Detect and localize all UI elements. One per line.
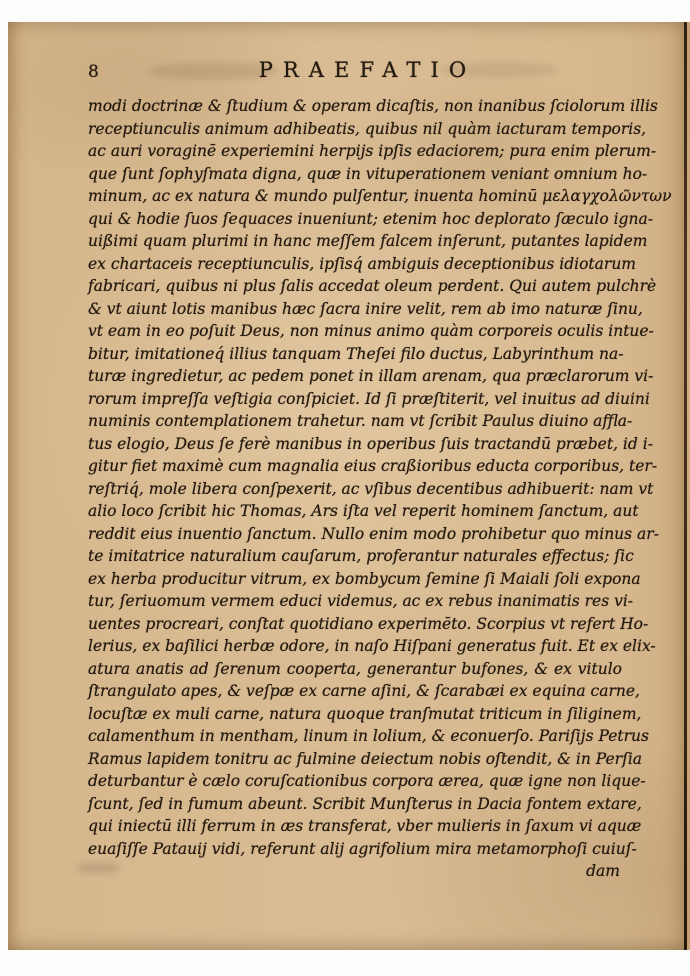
text-line: bitur, imitationeq́ illius tanquam Theſei filo ductus, Labyrinthum na- xyxy=(88,344,624,363)
text-line: uentes procreari, conſtat quotidiano experimēto. Scorpius vt refert Ho- xyxy=(88,614,649,633)
text-line: modi doctrinæ & ſtudium & operam dicaſtis, non inanibus ſciolorum illis xyxy=(88,97,658,115)
text-line: receptiunculis animum adhibeatis, quibus nil quàm iacturam temporis, xyxy=(88,119,647,138)
text-line: ex herba producitur vitrum, ex bombycum ſemine ſi Maiali ſoli expona xyxy=(88,569,641,588)
text-line: numinis contemplationem trahetur. nam vt ſcribit Paulus diuino affla- xyxy=(88,412,633,430)
text-line: te imitatrice naturalium cauſarum, proferantur naturales effectus; ſic xyxy=(88,547,634,565)
text-line: minum, ac ex natura & mundo pulſentur, inuenta hominū μελαγχολῶντων xyxy=(88,187,672,205)
text-line: rorum impreſſa veſtigia conſpiciet. Id ſi præſtiterit, vel inuitus ad diuini xyxy=(88,389,650,408)
text-line: que ſunt ſophyſmata digna, quæ in vituperationem veniant omnium ho- xyxy=(88,164,648,183)
text-line: qui & hodie ſuos ſequaces inueniunt; etenim hoc deplorato ſæculo igna- xyxy=(88,209,653,228)
text-line: qui iniectū illi ferrum in æs transferat, vber mulieris in ſaxum vi aquæ xyxy=(88,817,642,835)
text-column xyxy=(88,58,672,883)
text-line: tus elogio, Deus ſe ferè manibus in operibus ſuis tractandū præbet, id i- xyxy=(88,434,653,453)
text-line: tur, ſeriuomum vermem educi videmus, ac ex rebus inanimatis res vi- xyxy=(88,592,634,610)
text-line: alio loco ſcribit hic Thomas, Ars iſta vel reperit hominem ſanctum, aut xyxy=(88,502,639,520)
book-page-paper xyxy=(8,22,690,950)
text-line: reddit eius inuentio ſanctum. Nullo enim modo prohibetur quo minus ar- xyxy=(88,524,659,543)
body-text-block xyxy=(88,95,672,860)
catchword: dam xyxy=(586,862,620,880)
text-line: gitur fiet maximè cum magnalia eius craßioribus educta corporibus, ter- xyxy=(88,457,658,475)
running-header-title: PRAEFATIO xyxy=(258,58,477,82)
text-line: ſcunt, ſed in fumum abeunt. Scribit Munſterus in Dacia fontem extare, xyxy=(88,794,642,813)
text-line: atura anatis ad ſerenum cooperta, generantur bufones, & ex vitulo xyxy=(88,659,622,678)
text-line: turæ ingredietur, ac pedem ponet in illam arenam, qua præclarorum vi- xyxy=(88,367,654,385)
text-line: uißimi quam plurimi in hanc meſſem falcem inſerunt, putantes lapidem xyxy=(88,232,648,250)
text-line: fabricari, quibus ni plus ſalis accedat oleum perdent. Qui autem pulchrè xyxy=(88,277,657,295)
text-line: Ramus lapidem tonitru ac fulmine deiectum nobis oſtendit, & in Perſia xyxy=(88,749,643,768)
text-line: euaſiſſe Patauij vidi, referunt alij agrifolium mira metamorphoſi cuiuſ- xyxy=(88,839,637,858)
text-line: ac auri voraginē experiemini herpijs ipſis edaciorem; pura enim plerum- xyxy=(88,142,657,160)
text-line: locuſtæ ex muli carne, natura quoque tranſmutat triticum in ſiliginem, xyxy=(88,704,642,723)
text-line: ſtrangulato apes, & veſpæ ex carne aſini, & ſcarabæi ex equina carne, xyxy=(88,682,640,700)
text-line: & vt aiunt lotis manibus hæc ſacra inire velit, rem ab imo naturæ ſinu, xyxy=(88,299,643,318)
page-header xyxy=(88,58,622,92)
text-line: ex chartaceis receptiunculis, ipſisq́ ambiguis deceptionibus idiotarum xyxy=(88,254,636,273)
page-number: 8 xyxy=(88,62,99,82)
text-line: lerius, ex baſilici herbæ odore, in naſo Hiſpani generatus fuit. Et ex elix- xyxy=(88,637,656,655)
text-line: deturbantur è cælo coruſcationibus corpora ærea, quæ igne non lique- xyxy=(88,772,646,790)
text-line: reſtriq́, mole libera conſpexerit, ac vſibus decentibus adhibuerit: nam vt xyxy=(88,479,654,498)
text-line: vt eam in eo poſuit Deus, non minus animo quàm corporeis oculis intue- xyxy=(88,322,654,340)
text-line: calamenthum in mentham, linum in lolium, & econuerſo. Pariſijs Petrus xyxy=(88,727,649,745)
catchword-row xyxy=(88,860,622,883)
